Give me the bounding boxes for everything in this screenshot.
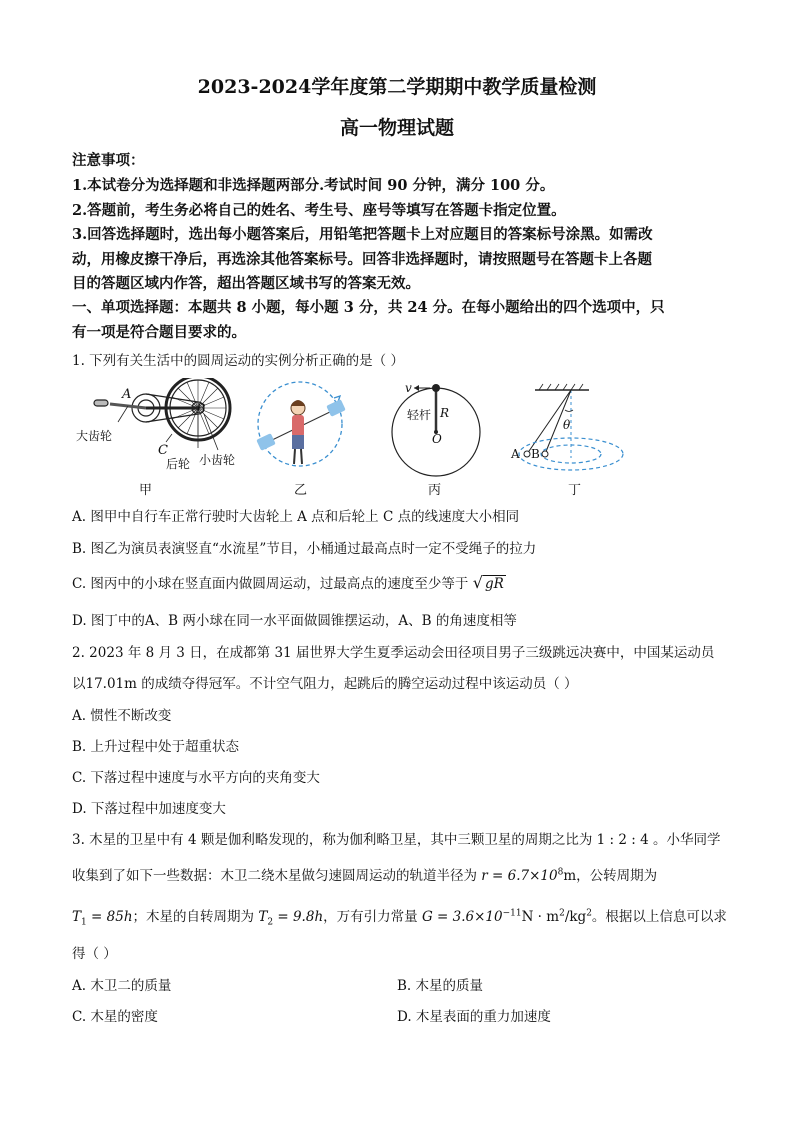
q2-option-a: A. 惯性不断改变	[72, 708, 172, 724]
q3-T1-sub: 1	[81, 917, 87, 928]
q1-option-c-math: gR	[484, 576, 504, 592]
fig-a-label-A: A	[122, 387, 132, 402]
figure-water-meteor	[248, 378, 358, 478]
fig-a-small-gear-label: 小齿轮	[199, 453, 236, 467]
fig-c-caption: 丙	[428, 483, 442, 498]
section-heading-2: 有一项是符合题目要求的。	[72, 324, 246, 341]
fig-a-caption: 甲	[139, 483, 153, 498]
q3-stem-3d: ；木星的自转周期为	[132, 909, 259, 925]
notes-line-2: 2.答题前，考生务必将自己的姓名、考生号、座号等填写在答题卡指定位置。	[72, 202, 566, 219]
q3-T1-symbol: T	[72, 909, 82, 925]
exam-subtitle: 高一物理试题	[339, 117, 454, 139]
figure-rod-circle	[388, 378, 488, 478]
q1-option-d: D. 图丁中的A、B 两小球在同一水平面做圆锥摆运动，A、B 的角速度相等	[72, 613, 517, 629]
q3-T2-value: = 9.8h	[273, 909, 324, 925]
fig-d-label-theta: θ	[563, 418, 571, 432]
q3-option-b: B. 木星的质量	[397, 978, 484, 994]
q1-option-a: A. 图甲中自行车正常行驶时大齿轮上 A 点和后轮上 C 点的线速度大小相同	[72, 509, 520, 525]
fig-a-label-B: B	[196, 402, 206, 417]
q3-stem-2e: ，公转周期为	[576, 868, 658, 884]
q3-option-d: D. 木星表面的重力加速度	[397, 1009, 551, 1025]
q3-G-unit-exp2: 2	[586, 908, 592, 919]
q2-option-b: B. 上升过程中处于超重状态	[72, 739, 240, 755]
fig-c-label-v: v	[405, 381, 412, 395]
sqrt-icon: √	[472, 573, 483, 592]
q1-option-c-text: C. 图丙中的小球在竖直面内做圆周运动，过最高点的速度至少等于	[72, 576, 469, 592]
notes-line-3c: 目的答题区域内作答，超出答题区域书写的答案无效。	[72, 275, 420, 292]
fig-a-rear-wheel-label: 后轮	[166, 457, 191, 471]
q1-option-b: B. 图乙为演员表演竖直“水流星”节目，小桶通过最高点时一定不受绳子的拉力	[72, 541, 537, 557]
section-heading-1: 一、单项选择题：本题共 8 小题，每小题 3 分，共 24 分。在每小题给出的四个选项中，只	[72, 299, 665, 316]
notes-line-3b: 动，用橡皮擦干净后，再选涂其他答案标号。回答非选择题时，请按照题号在答题卡上各题	[72, 251, 652, 268]
q3-G-unit-a: N · m	[521, 909, 560, 925]
q3-stem-3	[72, 905, 727, 928]
q3-radius-unit: m	[563, 868, 577, 884]
q3-stem-4: 得（ ）	[72, 946, 117, 962]
q1-stem: 1. 下列有关生活中的圆周运动的实例分析正确的是（ ）	[72, 353, 404, 369]
notes-line-1: 1.本试卷分为选择题和非选择题两部分.考试时间 90 分钟，满分 100 分。	[72, 177, 555, 194]
q3-option-a: A. 木卫二的质量	[72, 978, 172, 994]
fig-a-label-C: C	[158, 443, 168, 458]
fig-d-label-A: A	[511, 447, 520, 461]
fig-c-label-O: O	[432, 432, 442, 446]
q3-radius: r = 6.7×10	[481, 868, 558, 884]
q3-T1-value: = 85h	[86, 909, 133, 925]
q3-G-unit-b: /kg	[564, 909, 587, 925]
fig-b-caption: 乙	[294, 483, 308, 498]
q2-option-d: D. 下落过程中加速度变大	[72, 801, 226, 817]
fig-d-caption: 丁	[568, 483, 582, 498]
q3-stem-1: 3. 木星的卫星中有 4 颗是伽利略发现的，称为伽利略卫星，其中三颗卫星的周期之比为 1 : 2 : 4 。小华同学	[72, 832, 721, 848]
notes-heading: 注意事项：	[72, 152, 145, 169]
q3-stem-3o: 。根据以上信息可以求	[591, 909, 727, 925]
q3-radius-exp: 8	[557, 867, 564, 878]
q3-G-value: G = 3.6×10	[421, 909, 503, 925]
fig-c-rod-label: 轻杆	[407, 408, 432, 422]
notes-line-3a: 3.回答选择题时，选出每小题答案后，用铅笔把答题卡上对应题目的答案标号涂黑。如需改	[72, 226, 653, 243]
q3-option-c: C. 木星的密度	[72, 1009, 158, 1025]
q3-G-exp: −11	[502, 908, 522, 919]
q3-T2-sub: 2	[267, 917, 274, 928]
q2-option-c: C. 下落过程中速度与水平方向的夹角变大	[72, 770, 320, 786]
q1-option-c	[72, 572, 506, 592]
q2-stem-1: 2. 2023 年 8 月 3 日，在成都第 31 届世界大学生夏季运动会田径项目男子三级跳远决赛中，中国某运动员	[72, 645, 715, 661]
q3-G-unit-exp1: 2	[559, 908, 565, 919]
q2-stem-2: 以17.01m 的成绩夺得冠军。不计空气阻力，起跳后的腾空运动过程中该运动员（ ）	[72, 676, 578, 692]
q3-stem-3h: ，万有引力常量	[323, 909, 422, 925]
fig-c-label-R: R	[440, 406, 450, 420]
q3-stem-2	[72, 864, 657, 884]
exam-title: 2023-2024学年度第二学期期中教学质量检测	[197, 76, 597, 98]
q3-T2-symbol: T	[258, 909, 268, 925]
fig-d-label-B: B	[531, 447, 540, 461]
q3-stem-2a: 收集到了如下一些数据：木卫二绕木星做匀速圆周运动的轨道半径为	[72, 868, 482, 884]
fig-a-big-gear-label: 大齿轮	[76, 429, 113, 443]
